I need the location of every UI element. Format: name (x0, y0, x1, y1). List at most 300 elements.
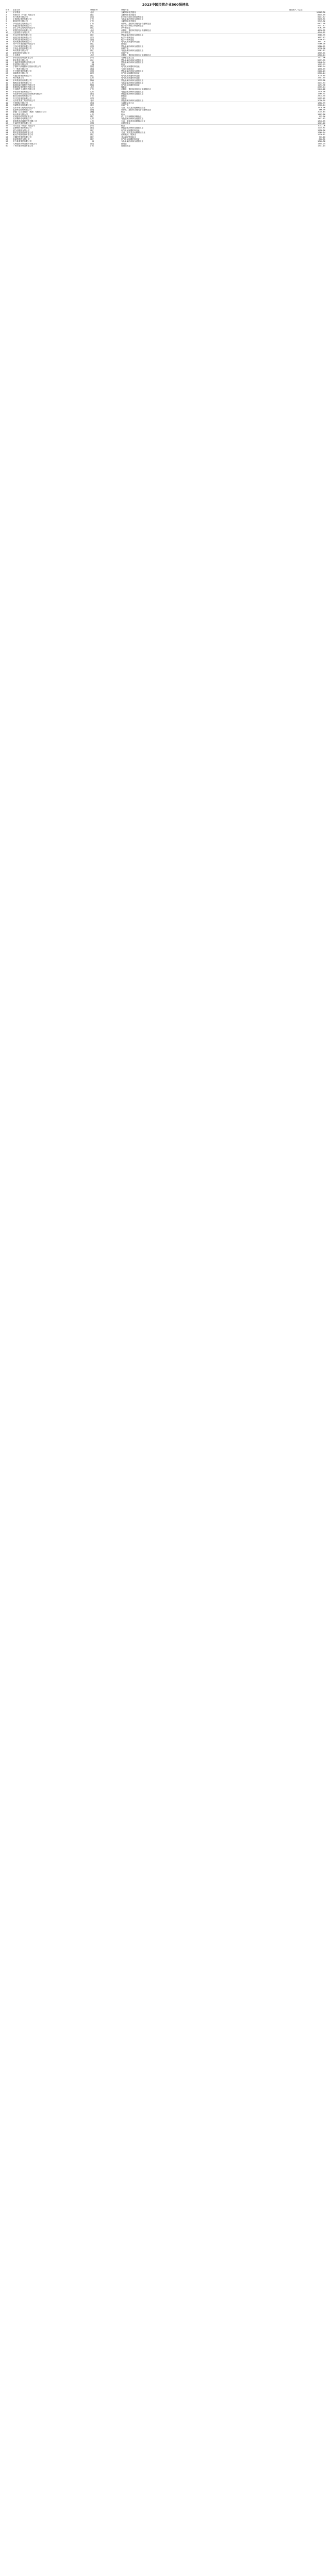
industry-cell: 有色金属冶炼和压延加工业 (121, 90, 144, 93)
company-name-cell: 江苏沙钢集团有限公司 (13, 45, 31, 47)
ranking-table (6, 9, 325, 147)
revenue-cell: 1735.88 (289, 79, 325, 82)
industry-cell: 有色金属冶炼和压延加工业 (121, 81, 144, 84)
industry-cell: 房地产业 (121, 47, 129, 50)
revenue-cell: 512.76 (319, 115, 325, 118)
industry-cell: 批发业 (121, 142, 127, 145)
province-cell: 上海 (90, 61, 94, 63)
industry-cell: 化学原料和化学制品制造业 (121, 25, 144, 27)
company-name-cell: 宁德时代新能源科技股份有限公司 (13, 65, 41, 68)
company-name-cell: 北京建龙重工集团有限公司 (13, 99, 36, 102)
revenue-cell: 1215.81 (318, 127, 325, 129)
province-cell: 北京 (90, 99, 94, 102)
rank-cell: 53 (6, 129, 8, 131)
ranking-table-body (6, 11, 325, 147)
industry-cell: 化学纤维制造业 (121, 38, 135, 41)
company-name-cell: 浙江吉利控股集团有限公司 (13, 27, 36, 29)
company-name-cell: 比亚迪股份有限公司 (13, 31, 30, 34)
company-name-cell: 蓝思科技股份有限公司 (13, 109, 31, 111)
province-cell: 河北 (90, 59, 94, 61)
revenue-cell: 5038.38 (318, 47, 325, 50)
industry-cell: 电气机械和器材制造业 (121, 41, 140, 43)
rank-cell: 1 (6, 11, 7, 14)
header-industry: 所属行业 (121, 9, 214, 11)
company-name-cell: 碧桂园控股有限公司 (13, 52, 30, 54)
rank-cell: 21 (6, 57, 13, 59)
company-name-cell: 三一集团有限公司 (13, 68, 28, 70)
company-name-cell: 杭州娃哈哈集团有限公司 (13, 115, 34, 118)
industry-cell: 石油、煤炭及其他燃料加工业 (121, 131, 145, 134)
rank-cell: 30 (6, 76, 8, 79)
company-name-cell: 敬业集团有限公司 (13, 59, 28, 61)
province-cell: 上海 (90, 140, 94, 143)
province-cell: 广东 (90, 88, 94, 91)
rank-cell: 5 (6, 20, 7, 23)
industry-cell: 房屋建筑业 (121, 144, 130, 147)
document-title: 2023中国民营企业500强榜单 (142, 3, 189, 7)
industry-cell: 石油、煤炭及其他燃料加工业 (121, 120, 145, 122)
province-cell: 山东 (90, 81, 94, 84)
revenue-cell: 4305.71 (318, 52, 325, 54)
rank-cell: 45 (6, 111, 8, 113)
rank-cell: 16 (6, 45, 8, 47)
revenue-cell: 1360.08 (318, 140, 325, 143)
industry-cell: 互联网和相关服务 (121, 20, 136, 23)
revenue-cell: 10462.36 (316, 11, 325, 14)
company-name-cell: 泰康保险集团股份有限公司 (13, 86, 36, 89)
company-name-cell: 龙湖集团控股有限公司 (13, 104, 31, 107)
revenue-cell: 4062.69 (318, 27, 325, 29)
province-cell: 浙江 (90, 115, 94, 118)
company-name-cell: 山东魏桥铝电有限公司 (13, 118, 31, 120)
industry-cell: 黑色金属冶炼和压延加工业 (121, 70, 144, 73)
industry-cell: 农副食品加工业 (121, 57, 214, 59)
revenue-cell: 3206.53 (318, 38, 325, 41)
rank-cell: 31 (6, 79, 13, 82)
company-name-cell: 万科企业股份有限公司 (13, 47, 31, 50)
rank-cell: 25 (6, 65, 8, 68)
industry-cell: 综合 (121, 111, 125, 113)
company-name-cell: 万洲国际有限公司 (13, 102, 90, 105)
company-name-cell: 海尔集团公司 (13, 76, 24, 79)
province-cell: 新疆 (90, 111, 94, 113)
province-cell: 浙江 (90, 134, 94, 136)
rank-cell: 47 (6, 115, 8, 118)
province-cell: 山东 (90, 76, 94, 79)
document-page (0, 0, 331, 147)
industry-cell: 计算机、通信和其他电子设备制造业 (121, 22, 151, 25)
rank-cell: 52 (6, 127, 8, 129)
rank-cell: 10 (6, 31, 8, 34)
province-cell: 广东 (90, 18, 94, 21)
province-cell: 浙江 (90, 27, 94, 29)
industry-cell: 电气机械和器材制造业 (121, 72, 140, 75)
province-cell: 广东 (90, 31, 94, 34)
province-cell: 浙江 (90, 34, 121, 37)
company-name-cell: 海亮集团有限公司 (13, 49, 28, 52)
revenue-cell: 2522.62 (318, 97, 325, 100)
company-name-cell: 荣盛控股集团有限公司 (13, 25, 31, 27)
company-name-cell: 复星国际有限公司 (13, 63, 28, 66)
industry-cell: 黑色金属冶炼和压延加工业 (121, 59, 144, 61)
rank-cell: 54 (6, 131, 8, 134)
industry-cell: 计算机、通信和其他电子设备制造业 (121, 54, 151, 56)
rank-cell: 57 (6, 138, 8, 140)
industry-cell: 房地产业 (121, 52, 129, 54)
revenue-cell: 3680.95 (289, 34, 325, 37)
province-cell: 湖南 (90, 109, 94, 111)
province-cell: 陕西 (90, 79, 121, 82)
company-name-cell: 新希望控股集团有限公司 (13, 57, 90, 59)
rank-cell: 23 (6, 61, 8, 63)
company-name-cell: 盛虹控股集团有限公司 (13, 36, 31, 39)
revenue-cell: 1862.99 (289, 102, 325, 105)
industry-cell: 汽车制造业 (121, 31, 130, 34)
revenue-cell: 466.99 (319, 109, 325, 111)
province-cell: 广东 (90, 95, 94, 97)
company-name-cell: 九州通医药集团股份有限公司 (13, 142, 37, 145)
province-cell: 江苏 (90, 70, 94, 73)
revenue-cell: 5111.67 (318, 25, 325, 27)
company-name-cell: 四川宏达（集团）有限公司 (13, 125, 90, 127)
rank-cell: 51 (6, 125, 13, 127)
industry-cell: 批发业 (121, 43, 127, 45)
province-cell: 浙江 (90, 136, 94, 138)
company-name-cell: 阿里巴巴（中国）有限公司 (13, 13, 36, 16)
industry-cell: 有色金属冶炼和压延加工业 (121, 49, 144, 52)
revenue-cell: 1311.14 (318, 144, 325, 147)
company-name-cell: 恒力集团有限公司 (13, 15, 28, 18)
industry-cell: 零售业 (121, 97, 127, 100)
rank-cell: 24 (6, 63, 8, 66)
revenue-cell: 2721.96 (289, 57, 325, 59)
revenue-cell: 1012.06 (289, 125, 325, 127)
rank-cell: 11 (6, 34, 13, 37)
company-name-cell: 富海集团新能源控股有限公司 (13, 120, 37, 122)
revenue-cell: 2310.14 (318, 72, 325, 75)
industry-cell: 黑色金属冶炼和压延加工业 (121, 79, 214, 82)
industry-cell: 综合 (121, 125, 214, 127)
revenue-cell: 2886.51 (318, 45, 325, 47)
company-name-cell: 中南控股集团有限公司 (13, 122, 31, 124)
rank-cell: 44 (6, 109, 8, 111)
company-name-cell: 南山集团有限公司 (13, 113, 28, 115)
header-province: 所属省份 (90, 9, 121, 11)
company-name-cell: 顺丰控股股份有限公司 (13, 95, 31, 97)
revenue-cell: 6136.31 (318, 18, 325, 21)
company-name-cell: 苏宁控股集团有限公司 (13, 97, 31, 100)
province-cell: 江苏 (90, 45, 94, 47)
company-name-cell: 新疆广汇实业投资（集团）有限责任公司 (13, 111, 46, 113)
province-cell: 江苏 (90, 97, 94, 100)
industry-cell: 纺织服装、服饰业 (121, 134, 136, 136)
company-name-cell: 河北新华联合冶金控股集团有限公司 (13, 92, 43, 95)
industry-cell: 农副食品加工业 (121, 102, 214, 105)
revenue-cell: 1228.36 (318, 129, 325, 131)
province-cell: 四川 (90, 125, 121, 127)
revenue-cell: 1656.59 (318, 68, 325, 70)
rank-cell: 14 (6, 41, 8, 43)
rank-cell: 26 (6, 68, 8, 70)
company-name-cell: 通威集团有限公司 (13, 72, 28, 75)
revenue-cell: 2140.28 (318, 88, 325, 91)
rank-cell: 20 (6, 54, 8, 56)
rank-cell: 38 (6, 95, 8, 97)
province-cell: 浙江 (90, 25, 94, 27)
revenue-cell: 3457.09 (318, 41, 325, 43)
rank-cell: 28 (6, 72, 8, 75)
province-cell: 广东 (90, 47, 94, 50)
company-name-cell: 中国宏桥集团有限公司 (13, 90, 31, 93)
revenue-cell: 806.31 (319, 138, 325, 140)
industry-cell: 酒、饮料和精制茶制造业 (121, 115, 142, 118)
industry-cell: 石油、煤炭及其他燃料加工业 (121, 106, 145, 109)
rank-cell: 42 (6, 104, 8, 107)
industry-cell: 保险业 (121, 86, 127, 89)
rank-cell: 12 (6, 36, 8, 39)
company-name-cell: 立讯精密工业股份有限公司 (13, 88, 36, 91)
rank-cell: 7 (6, 25, 7, 27)
rank-cell: 29 (6, 74, 8, 77)
rank-cell: 40 (6, 99, 8, 102)
province-cell: 浙江 (90, 74, 94, 77)
rank-cell: 8 (6, 27, 7, 29)
province-cell: 北京 (90, 54, 94, 56)
revenue-cell: 1340.75 (318, 120, 325, 122)
revenue-cell: 3652.12 (318, 36, 325, 39)
rank-cell: 22 (6, 59, 8, 61)
province-cell: 上海 (90, 63, 94, 66)
revenue-cell: 2030.80 (318, 74, 325, 77)
rank-cell: 33 (6, 84, 8, 86)
company-name-cell: 金鼎钢铁集团有限公司 (13, 127, 31, 129)
province-cell: 广东 (90, 22, 94, 25)
province-cell: 江苏 (90, 15, 94, 18)
province-cell: 江苏 (90, 36, 94, 39)
company-name-cell: 青山控股集团有限公司 (13, 34, 90, 37)
company-name-cell: 恒申控股集团有限公司 (13, 38, 31, 41)
rank-cell: 3 (6, 15, 7, 18)
province-cell: 福建 (90, 38, 94, 41)
rank-cell: 39 (6, 97, 8, 100)
company-name-cell: 上海德龙钢铁集团有限公司 (13, 61, 36, 63)
table-row (6, 145, 325, 147)
company-name-cell: 美的集团股份有限公司 (13, 41, 31, 43)
revenue-cell: 4836.32 (318, 29, 325, 31)
province-cell: 浙江 (90, 49, 94, 52)
province-cell: 山东 (90, 118, 94, 120)
header-name: 企业名称 (13, 9, 90, 11)
rank-cell: 48 (6, 118, 8, 120)
revenue-cell: 4240.61 (318, 31, 325, 34)
company-name-cell: 正威国际集团有限公司 (13, 18, 31, 21)
revenue-cell: 2800.44 (318, 54, 325, 56)
revenue-cell: 2102.13 (318, 70, 325, 73)
company-name-cell: 山东东明石化集团有限公司 (13, 106, 36, 109)
rank-cell: 13 (6, 38, 8, 41)
rank-cell: 18 (6, 49, 8, 52)
province-cell: 浙江 (90, 13, 94, 16)
company-name-cell: 德力西集团有限公司 (13, 129, 30, 131)
province-cell: 山东 (90, 120, 94, 122)
industry-cell: 综合 (121, 63, 125, 66)
revenue-cell: 1294.98 (318, 84, 325, 86)
rank-cell: 19 (6, 52, 8, 54)
rank-cell: 6 (6, 22, 7, 25)
company-name-cell: 腾讯控股有限公司 (13, 20, 28, 23)
rank-cell: 4 (6, 18, 7, 21)
revenue-cell: 1404.24 (318, 142, 325, 145)
industry-cell: 黑色金属冶炼和压延加工业 (121, 127, 144, 129)
province-cell: 陕西 (90, 84, 94, 86)
province-cell: 山东 (90, 106, 94, 109)
rank-cell: 55 (6, 134, 8, 136)
industry-cell: 黑色金属冶炼和压延加工业 (121, 34, 214, 37)
revenue-cell: 2015.44 (318, 111, 325, 113)
company-name-cell: 中天钢铁集团有限公司 (13, 70, 31, 73)
industry-cell: 互联网和相关服务 (121, 13, 136, 16)
province-cell: 浙江 (90, 43, 94, 45)
rank-cell: 35 (6, 88, 8, 91)
company-name-cell: 联想控股股份有限公司 (13, 29, 31, 31)
province-cell: 北京 (90, 11, 94, 14)
industry-cell: 黑色金属冶炼和压延加工业 (121, 61, 144, 63)
company-name-cell: 东方希望集团有限公司 (13, 140, 31, 143)
province-cell: 浙江 (90, 129, 94, 131)
revenue-cell: 3285.94 (318, 65, 325, 68)
industry-cell: 非金属矿物制品业 (121, 136, 136, 138)
industry-cell: 有色金属冶炼和压延加工业 (121, 140, 144, 143)
company-name-cell: 雅戈尔集团股份有限公司 (13, 134, 34, 136)
revenue-cell: 2501.55 (318, 76, 325, 79)
industry-cell: 综合 (121, 113, 125, 115)
rank-cell: 43 (6, 106, 8, 109)
industry-cell: 计算机、通信和其他电子设备制造业 (121, 88, 151, 91)
province-cell: 河南 (90, 102, 121, 105)
company-name-cell: 物产中大集团股份有限公司 (13, 43, 36, 45)
rank-cell: 32 (6, 81, 8, 84)
industry-cell: 黑色金属冶炼和压延加工业 (121, 92, 144, 95)
province-cell: 广东 (90, 144, 94, 147)
industry-cell: 电气机械和器材制造业 (121, 84, 140, 86)
spacer-cell (214, 145, 289, 147)
province-cell: 北京 (90, 29, 94, 31)
revenue-cell: 1578.36 (318, 106, 325, 109)
rank-cell: 36 (6, 90, 8, 93)
rank-cell: 58 (6, 140, 8, 143)
industry-cell: 电气机械和器材制造业 (121, 74, 140, 77)
industry-cell: 化学原料和化学制品制造业 (121, 15, 144, 18)
revenue-cell: 2674.90 (318, 95, 325, 97)
header-rank: 排名 (6, 9, 13, 11)
revenue-cell: 1403.86 (318, 113, 325, 115)
industry-cell: 化学纤维制造业 (121, 36, 135, 39)
rank-cell: 15 (6, 43, 8, 45)
province-cell: 广东 (90, 20, 94, 23)
industry-cell: 房屋建筑业 (121, 122, 130, 124)
company-name-cell: 隆基绿能科技股份有限公司 (13, 84, 36, 86)
rank-cell: 2 (6, 13, 7, 16)
revenue-cell: 1437.62 (318, 118, 325, 120)
province-cell: 山东 (90, 113, 94, 115)
province-cell: 山东 (90, 90, 94, 93)
industry-cell: 邮政业 (121, 95, 127, 97)
province-cell: 湖北 (90, 142, 94, 145)
industry-cell: 电气机械和器材制造业 (121, 65, 140, 68)
rank-cell: 17 (6, 47, 8, 50)
province-cell: 河北 (90, 92, 94, 95)
revenue-cell: 1339.98 (318, 90, 325, 93)
company-name-cell: 魏桥创业集团有限公司 (13, 81, 31, 84)
company-name-cell: 京东集团 (13, 11, 21, 14)
revenue-cell: 2056.30 (318, 99, 325, 102)
industry-cell: 黑色金属冶炼和压延加工业 (121, 99, 144, 102)
rank-cell: 41 (6, 102, 13, 105)
rank-cell: 34 (6, 86, 8, 89)
rank-cell: 37 (6, 92, 8, 95)
revenue-cell: 2581.87 (318, 49, 325, 52)
rank-cell: 27 (6, 70, 8, 73)
revenue-cell: 1501.40 (318, 122, 325, 124)
revenue-cell: 1360.24 (318, 131, 325, 134)
revenue-cell: 1236.11 (318, 134, 325, 136)
revenue-cell: 5766.28 (318, 43, 325, 45)
industry-cell: 电气机械和器材制造业 (121, 129, 140, 131)
rank-cell: 9 (6, 29, 7, 31)
revenue-cell: 4133.33 (318, 81, 325, 84)
revenue-cell: 713.40 (319, 136, 325, 138)
company-name-cell: 利华益集团股份有限公司 (13, 131, 34, 134)
revenue-cell: 1753.93 (318, 63, 325, 66)
rank-cell: 56 (6, 136, 8, 138)
industry-cell: 专用设备制造业 (121, 68, 135, 70)
company-name-cell: 小米集团 (13, 54, 21, 56)
industry-cell: 黑色金属冶炼和压延加工业 (121, 45, 144, 47)
province-cell: 湖南 (90, 68, 94, 70)
province-cell: 江苏 (90, 122, 94, 124)
revenue-cell: 2448.94 (318, 61, 325, 63)
header-revenue: 营业收入（亿元） (289, 9, 325, 11)
company-name-cell: 华为投资控股有限公司 (13, 22, 31, 25)
industry-cell: 汽车制造业 (121, 27, 130, 29)
province-cell: 四川 (90, 57, 121, 59)
revenue-cell: 8645.39 (318, 13, 325, 16)
company-name-cell: 红狮控股集团有限公司 (13, 136, 31, 138)
revenue-cell: 5545.52 (318, 20, 325, 23)
province-cell: 四川 (90, 72, 94, 75)
industry-cell: 计算机、通信和其他电子设备制造业 (121, 29, 151, 31)
company-name-cell: 东岭集团股份有限公司 (13, 79, 90, 82)
province-cell: 北京 (90, 86, 94, 89)
province-cell: 浙江 (90, 138, 94, 140)
company-name-cell: 天能控股集团有限公司 (13, 74, 31, 77)
province-cell: 重庆 (90, 104, 94, 107)
company-name-cell: 广州市建筑集团有限公司 (13, 144, 34, 147)
revenue-cell: 6423.38 (318, 22, 325, 25)
province-cell: 福建 (90, 65, 94, 68)
revenue-cell: 2537.05 (318, 59, 325, 61)
province-cell: 山东 (90, 131, 94, 134)
province-cell: 广东 (90, 41, 94, 43)
province-cell: 广东 (90, 52, 94, 54)
revenue-cell: 1569.91 (318, 92, 325, 95)
company-name-cell: 奥克斯集团有限公司 (13, 138, 30, 140)
province-cell: 河北 (90, 127, 94, 129)
industry-cell: 房地产业 (121, 104, 129, 107)
rank-cell: 60 (6, 144, 8, 147)
rank-cell: 49 (6, 120, 8, 122)
industry-cell: 有色金属冶炼和压延加工业 (121, 18, 144, 21)
